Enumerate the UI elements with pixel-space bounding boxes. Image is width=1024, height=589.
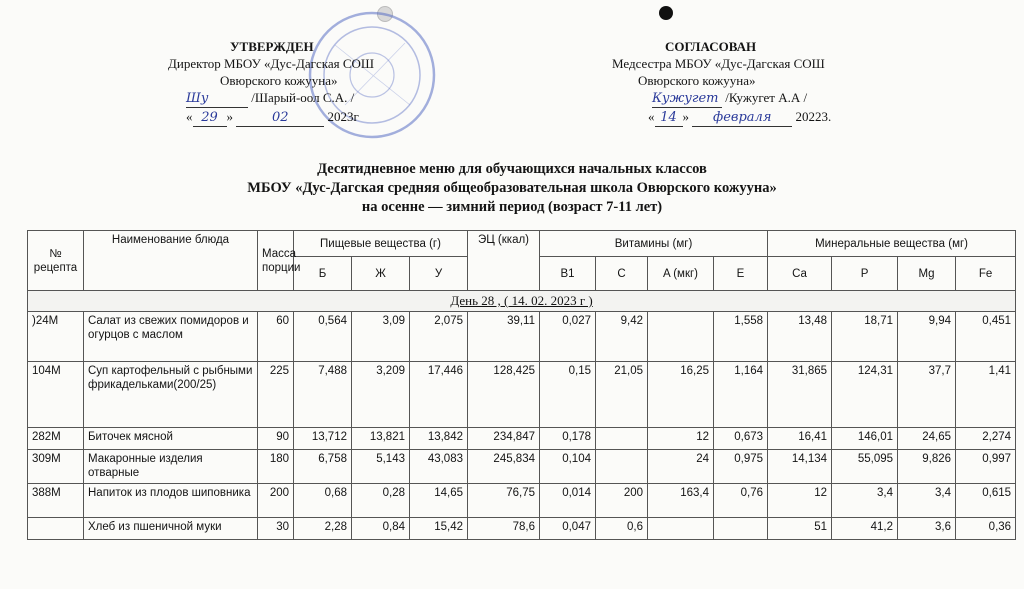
table-cell: 180 [258, 450, 294, 484]
agreement-name: /Кужугет А.А / [725, 90, 808, 105]
table-cell: 3,4 [832, 484, 898, 518]
approval-date: « 29 » 02 2023г [186, 109, 359, 125]
table-row [28, 484, 1016, 518]
approval-position: Директор МБОУ «Дус-Дагская СОШ [168, 56, 375, 71]
table-cell: 21,05 [596, 362, 648, 428]
header-nutrients: Пищевые вещества (г) [294, 231, 468, 257]
recipe-number: 282M [28, 428, 84, 450]
table-cell: 13,821 [352, 428, 410, 450]
subheader-e: E [714, 257, 768, 291]
table-cell: 5,143 [352, 450, 410, 484]
table-cell: 37,7 [898, 362, 956, 428]
agreement-block [612, 38, 872, 127]
table-row [28, 312, 1016, 362]
menu-table [27, 230, 1016, 540]
table-cell: 17,446 [410, 362, 468, 428]
table-cell: 31,865 [768, 362, 832, 428]
table-cell: 0,68 [294, 484, 352, 518]
table-cell: 7,488 [294, 362, 352, 428]
subheader-c: C [596, 257, 648, 291]
table-cell: 9,94 [898, 312, 956, 362]
table-cell: 1,164 [714, 362, 768, 428]
table-cell: 12 [768, 484, 832, 518]
director-signature: Шy [186, 91, 209, 106]
table-cell: 3,6 [898, 518, 956, 540]
header-recipe: № рецепта [28, 231, 84, 291]
table-row [28, 450, 1016, 484]
table-cell [648, 312, 714, 362]
table-cell: 14,134 [768, 450, 832, 484]
table-cell: 90 [258, 428, 294, 450]
subheader-protein: Б [294, 257, 352, 291]
table-cell: 245,834 [468, 450, 540, 484]
table-cell: 9,42 [596, 312, 648, 362]
approval-block [168, 38, 408, 127]
pin-hole-left [377, 6, 393, 22]
table-cell: 234,847 [468, 428, 540, 450]
header-mass: Масса порции [258, 231, 294, 291]
table-row [28, 362, 1016, 428]
table-cell: 225 [258, 362, 294, 428]
table-cell: 0,014 [540, 484, 596, 518]
table-row [28, 428, 1016, 450]
menu-heading [0, 160, 1024, 217]
table-cell: 0,84 [352, 518, 410, 540]
table-cell: 24 [648, 450, 714, 484]
table-cell: 1,558 [714, 312, 768, 362]
approval-title: УТВЕРЖДЕН [230, 39, 314, 54]
table-cell: 200 [258, 484, 294, 518]
subheader-p: P [832, 257, 898, 291]
table-cell: 16,25 [648, 362, 714, 428]
dish-name: Макаронные изделия отварные [84, 450, 258, 484]
recipe-number: )24M [28, 312, 84, 362]
table-cell: 60 [258, 312, 294, 362]
table-cell: 30 [258, 518, 294, 540]
table-cell: 0,564 [294, 312, 352, 362]
table-cell: 0,451 [956, 312, 1016, 362]
subheader-mg: Mg [898, 257, 956, 291]
table-cell: 0,28 [352, 484, 410, 518]
table-cell: 0,997 [956, 450, 1016, 484]
dish-name: Салат из свежих помидоров и огурцов с маслом [84, 312, 258, 362]
approval-signature-line [168, 89, 408, 108]
table-cell: 14,65 [410, 484, 468, 518]
table-cell: 9,826 [898, 450, 956, 484]
agreement-position: Медсестра МБОУ «Дус-Дагская СОШ [612, 56, 825, 71]
table-cell: 13,712 [294, 428, 352, 450]
subheader-a: A (мкг) [648, 257, 714, 291]
table-cell: 0,36 [956, 518, 1016, 540]
table-cell: 2,274 [956, 428, 1016, 450]
approval-org: Овюрского кожууна» [220, 73, 338, 88]
heading-line-2: МБОУ «Дус-Дагская средняя общеобразовательная школа Овюрского кожууна» [247, 180, 777, 196]
table-cell: 55,095 [832, 450, 898, 484]
table-cell: 15,42 [410, 518, 468, 540]
table-cell: 0,6 [596, 518, 648, 540]
agreement-org: Овюрского кожууна» [638, 73, 756, 88]
table-cell: 1,41 [956, 362, 1016, 428]
table-cell [648, 518, 714, 540]
table-cell: 3,209 [352, 362, 410, 428]
agreement-title: СОГЛАСОВАН [665, 39, 757, 54]
header-minerals: Минеральные вещества (мг) [768, 231, 1016, 257]
dish-name: Суп картофельный с рыбными фрикадельками(200/25) [84, 362, 258, 428]
table-row [28, 518, 1016, 540]
table-cell: 124,31 [832, 362, 898, 428]
day-label: День 28 , ( 14. 02. 2023 г ) [28, 291, 1016, 312]
table-cell: 3,09 [352, 312, 410, 362]
table-cell: 0,178 [540, 428, 596, 450]
agreement-date: « 14 » февраля 20223. [648, 109, 832, 125]
header-vitamins: Витамины (мг) [540, 231, 768, 257]
dish-name: Биточек мясной [84, 428, 258, 450]
table-cell: 6,758 [294, 450, 352, 484]
pin-hole-right [659, 6, 673, 20]
table-cell: 43,083 [410, 450, 468, 484]
table-cell: 200 [596, 484, 648, 518]
table-cell: 13,842 [410, 428, 468, 450]
subheader-fat: Ж [352, 257, 410, 291]
table-cell [714, 518, 768, 540]
table-cell: 3,4 [898, 484, 956, 518]
table-cell: 0,615 [956, 484, 1016, 518]
table-cell: 0,76 [714, 484, 768, 518]
header-energy: ЭЦ (ккал) [468, 231, 540, 291]
table-cell: 39,11 [468, 312, 540, 362]
table-cell: 16,41 [768, 428, 832, 450]
subheader-carbs: У [410, 257, 468, 291]
recipe-number [28, 518, 84, 540]
table-cell: 0,15 [540, 362, 596, 428]
dish-name: Напиток из плодов шиповника [84, 484, 258, 518]
table-cell: 146,01 [832, 428, 898, 450]
subheader-ca: Ca [768, 257, 832, 291]
header-dish: Наименование блюда [84, 231, 258, 291]
table-cell [596, 428, 648, 450]
table-cell: 18,71 [832, 312, 898, 362]
table-cell: 0,975 [714, 450, 768, 484]
recipe-number: 104M [28, 362, 84, 428]
table-cell: 163,4 [648, 484, 714, 518]
table-cell: 0,673 [714, 428, 768, 450]
table-cell: 12 [648, 428, 714, 450]
table-cell: 0,047 [540, 518, 596, 540]
table-cell: 13,48 [768, 312, 832, 362]
table-cell: 2,075 [410, 312, 468, 362]
table-cell: 76,75 [468, 484, 540, 518]
table-cell: 41,2 [832, 518, 898, 540]
approval-name: /Шарый-оол С.А. / [251, 90, 355, 105]
recipe-number: 388M [28, 484, 84, 518]
heading-line-1: Десятидневное меню для обучающихся начальных классов [317, 161, 707, 177]
table-cell: 128,425 [468, 362, 540, 428]
recipe-number: 309M [28, 450, 84, 484]
table-cell: 78,6 [468, 518, 540, 540]
agreement-signature-line [612, 89, 872, 108]
table-cell: 24,65 [898, 428, 956, 450]
table-cell [596, 450, 648, 484]
table-cell: 0,104 [540, 450, 596, 484]
table-cell: 0,027 [540, 312, 596, 362]
subheader-fe: Fe [956, 257, 1016, 291]
nurse-signature: Кужугет [652, 91, 719, 106]
table-cell: 2,28 [294, 518, 352, 540]
subheader-b1: B1 [540, 257, 596, 291]
table-cell: 51 [768, 518, 832, 540]
dish-name: Хлеб из пшеничной муки [84, 518, 258, 540]
heading-line-3: на осенне — зимний период (возраст 7-11 лет) [361, 199, 663, 215]
